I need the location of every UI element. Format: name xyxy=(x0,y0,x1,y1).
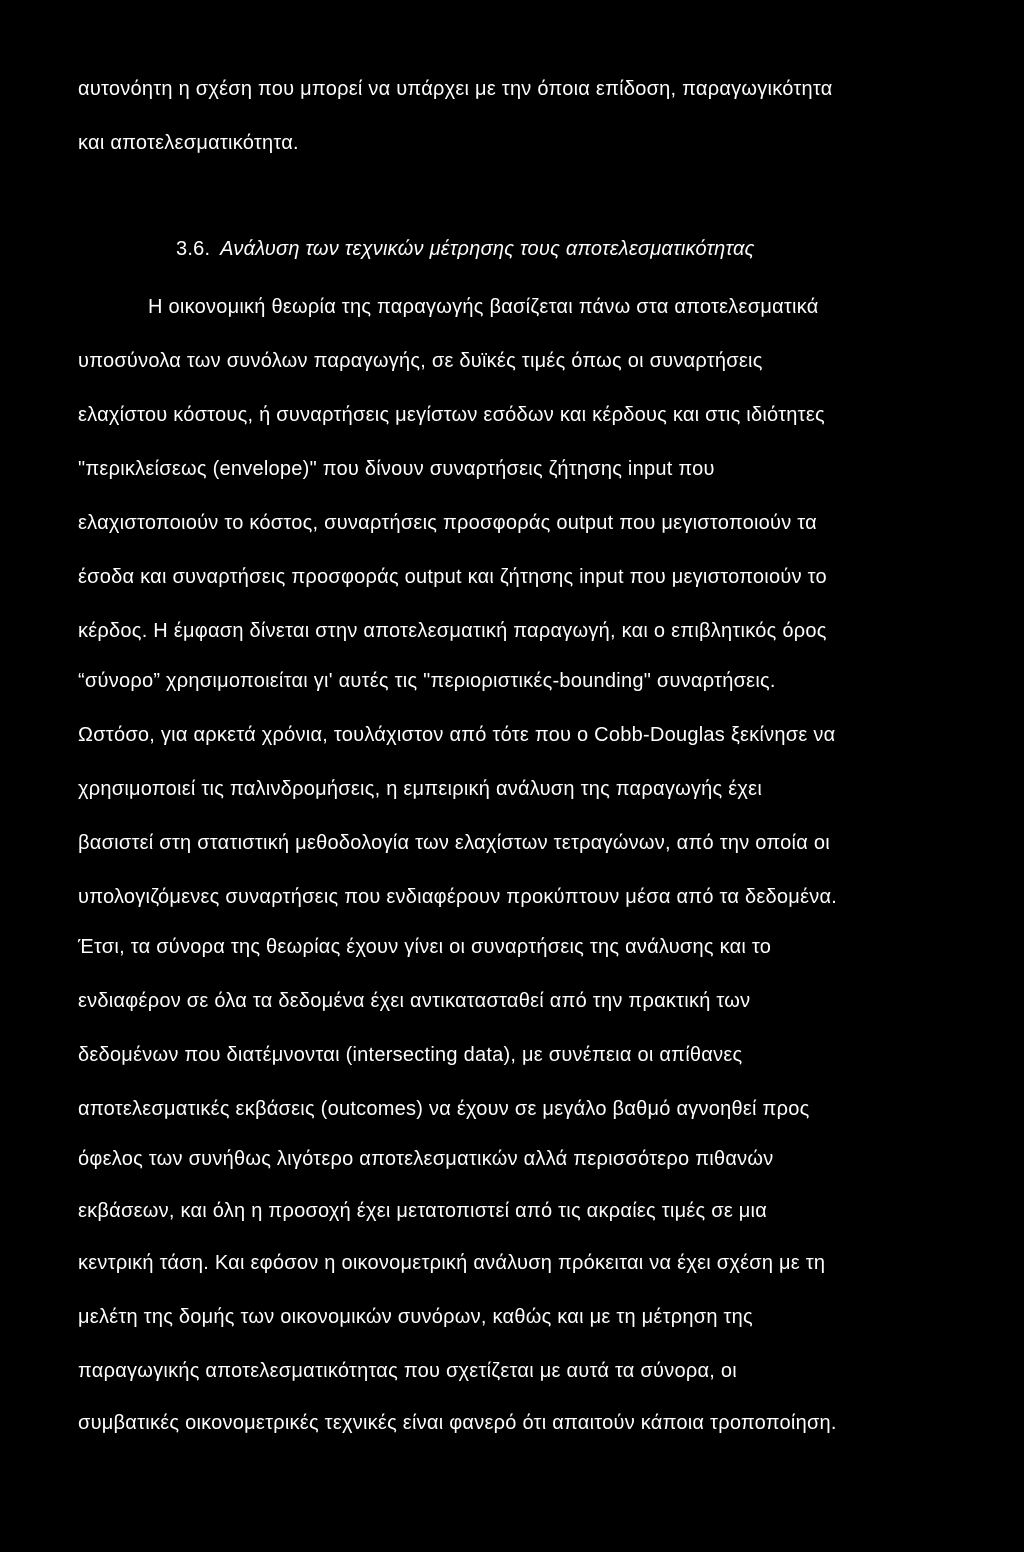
body-line-text: "περικλείσεως (envelope)" που δίνουν συναρτήσεις ζήτησης input που xyxy=(78,458,715,480)
body-line-2 xyxy=(78,346,936,376)
section-title: Ανάλυση των τεχνικών μέτρησης τους αποτελεσματικότητας xyxy=(220,238,755,260)
body-line-21 xyxy=(78,1356,936,1386)
section-number: 3.6. xyxy=(176,238,211,260)
section-heading xyxy=(176,234,755,264)
body-line-13 xyxy=(78,932,936,962)
body-line-18 xyxy=(78,1196,936,1226)
body-line-text: χρησιμοποιεί τις παλινδρομήσεις, η εμπειρική ανάλυση της παραγωγής έχει xyxy=(78,778,763,800)
body-line-6 xyxy=(78,562,936,592)
body-line-7 xyxy=(78,616,936,646)
body-line-5 xyxy=(78,508,936,538)
body-line-text: υποσύνολα των συνόλων παραγωγής, σε δυϊκές τιμές όπως οι συναρτήσεις xyxy=(78,350,763,372)
body-line-text: όφελος των συνήθως λιγότερο αποτελεσματικών αλλά περισσότερο πιθανών xyxy=(78,1148,774,1170)
intro-line-2-text: και αποτελεσματικότητα. xyxy=(78,132,299,154)
body-line-16 xyxy=(78,1094,936,1124)
body-line-1 xyxy=(148,292,936,322)
body-line-text: αποτελεσματικές εκβάσεις (outcomes) να έχουν σε μεγάλο βαθμό αγνοηθεί προς xyxy=(78,1098,810,1120)
body-line-text: υπολογιζόμενες συναρτήσεις που ενδιαφέρουν προκύπτουν μέσα από τα δεδομένα. xyxy=(78,886,838,908)
body-line-text: ελαχίστου κόστους, ή συναρτήσεις μεγίστων εσόδων και κέρδους και στις ιδιότητες xyxy=(78,404,825,426)
body-line-text: βασιστεί στη στατιστική μεθοδολογία των ελαχίστων τετραγώνων, από την οποία οι xyxy=(78,832,830,854)
body-line-text: δεδομένων που διατέμνονται (intersecting data), με συνέπεια οι απίθανες xyxy=(78,1044,743,1066)
body-line-19 xyxy=(78,1248,936,1278)
body-line-text: Η οικονομική θεωρία της παραγωγής βασίζεται πάνω στα αποτελεσματικά xyxy=(148,296,819,318)
body-line-text: παραγωγικής αποτελεσματικότητας που σχετίζεται με αυτά τα σύνορα, οι xyxy=(78,1360,737,1382)
body-line-text: εκβάσεων, και όλη η προσοχή έχει μετατοπιστεί από τις ακραίες τιμές σε μια xyxy=(78,1200,768,1222)
intro-line-1 xyxy=(78,74,936,104)
body-line-15 xyxy=(78,1040,936,1070)
body-line-text: κέρδος. Η έμφαση δίνεται στην αποτελεσματική παραγωγή, και ο επιβλητικός όρος xyxy=(78,620,827,642)
body-line-22 xyxy=(78,1408,936,1438)
body-line-text: Ωστόσο, για αρκετά χρόνια, τουλάχιστον από τότε που ο Cobb-Douglas ξεκίνησε να xyxy=(78,724,836,746)
intro-line-2 xyxy=(78,128,936,158)
body-line-10 xyxy=(78,774,936,804)
body-line-text: ελαχιστοποιούν το κόστος, συναρτήσεις προσφοράς output που μεγιστοποιούν τα xyxy=(78,512,817,534)
body-line-text: μελέτη της δομής των οικονομικών συνόρων, καθώς και με τη μέτρηση της xyxy=(78,1306,753,1328)
body-line-4 xyxy=(78,454,936,484)
body-line-9 xyxy=(78,720,936,750)
body-line-17 xyxy=(78,1144,936,1174)
body-line-14 xyxy=(78,986,936,1016)
body-line-text: “σύνορο” χρησιμοποιείται γι' αυτές τις "περιοριστικές-bounding" συναρτήσεις. xyxy=(78,670,776,692)
body-line-text: κεντρική τάση. Και εφόσον η οικονομετρική ανάλυση πρόκειται να έχει σχέση με τη xyxy=(78,1252,826,1274)
body-line-11 xyxy=(78,828,936,858)
body-line-3 xyxy=(78,400,936,430)
intro-line-1-text: αυτονόητη η σχέση που μπορεί να υπάρχει με την όποια επίδοση, παραγωγικότητα xyxy=(78,78,833,100)
body-line-20 xyxy=(78,1302,936,1332)
body-line-12 xyxy=(78,882,936,912)
body-line-text: έσοδα και συναρτήσεις προσφοράς output και ζήτησης input που μεγιστοποιούν το xyxy=(78,566,827,588)
body-line-8 xyxy=(78,666,936,696)
body-line-text: συμβατικές οικονομετρικές τεχνικές είναι φανερό ότι απαιτούν κάποια τροποποίηση. xyxy=(78,1412,837,1434)
body-line-text: ενδιαφέρον σε όλα τα δεδομένα έχει αντικατασταθεί από την πρακτική των xyxy=(78,990,751,1012)
body-line-text: Έτσι, τα σύνορα της θεωρίας έχουν γίνει οι συναρτήσεις της ανάλυσης και το xyxy=(78,936,772,958)
